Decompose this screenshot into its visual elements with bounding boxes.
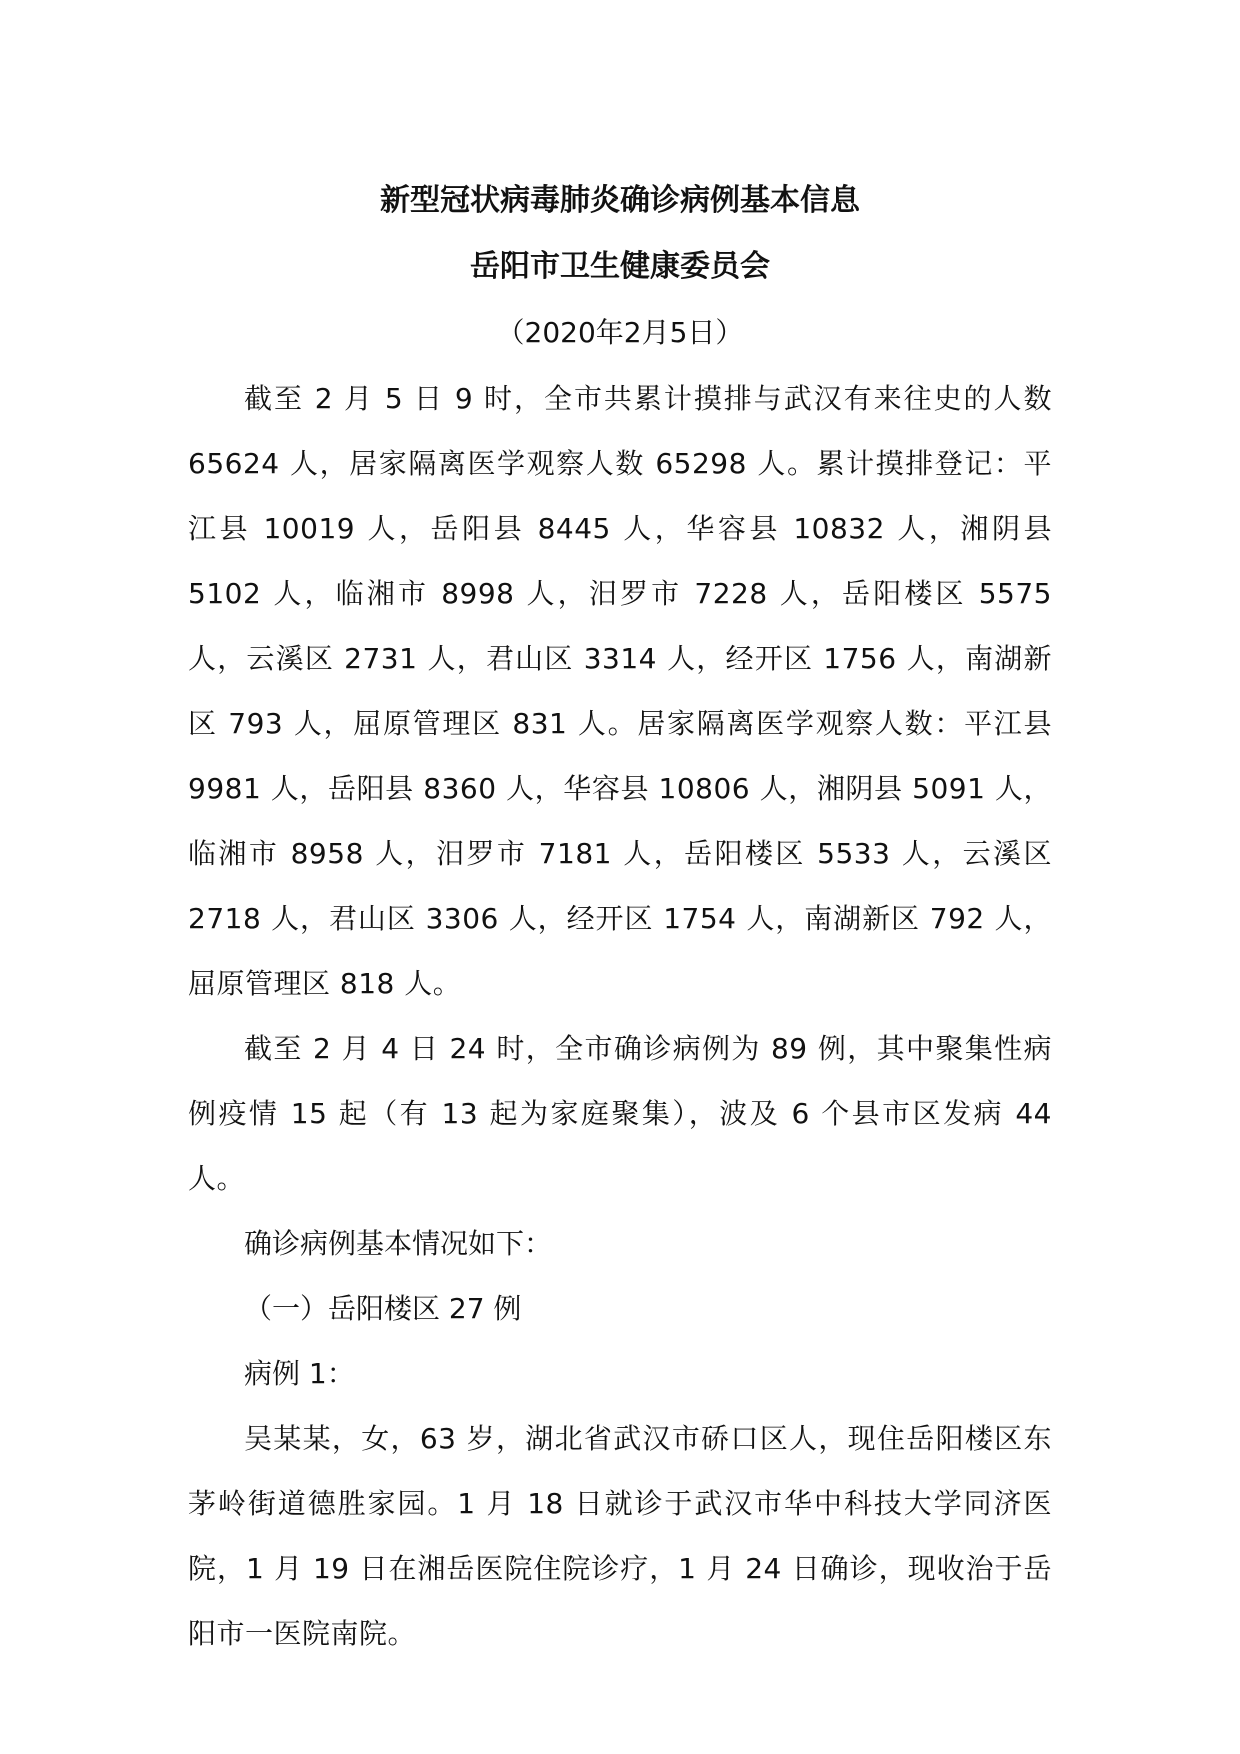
document-title: 新型冠状病毒肺炎确诊病例基本信息 [380, 183, 860, 218]
document-page [188, 168, 1052, 1666]
paragraph-screening-summary: 截至 2 月 5 日 9 时，全市共累计摸排与武汉有来往史的人数 65624 人，居家隔离医学观察人数 65298 人。累计摸排登记：平江县 10019 人，岳阳县 8445 人，华容县 10832 人，湘阴县 5102 人，临湘市 8998 人，汨罗市 7228 人，岳阳楼区 5575 人，云溪区 2731 人，君山区 3314 人，经开区 1756 人，南湖新区 793 人，屈原管理区 831 人。居家隔离医学观察人数：平江县 9981 人，岳阳县 8360 人，华容县 10806 人，湘阴县 5091 人，临湘市 8958 人，汨罗市 7181 人，岳阳楼区 5533 人，云溪区 2718 人，君山区 3306 人，经开区 1754 人，南湖新区 792 人，屈原管理区 818 人。 [188, 382, 1052, 1000]
paragraph-confirmed-summary: 截至 2 月 4 日 24 时，全市确诊病例为 89 例，其中聚集性病例疫情 15 起（有 13 起为家庭聚集），波及 6 个县市区发病 44 人。 [188, 1032, 1052, 1195]
case-label: 病例 1： [244, 1357, 355, 1390]
section-heading: （一）岳阳楼区 27 例 [244, 1292, 522, 1325]
intro-line: 确诊病例基本情况如下： [244, 1227, 553, 1260]
case-description: 吴某某，女，63 岁，湖北省武汉市硚口区人，现住岳阳楼区东茅岭街道德胜家园。1 月 18 日就诊于武汉市华中科技大学同济医院，1 月 19 日在湘岳医院住院诊疗，1 月 24 日确诊，现收治于岳阳市一医院南院。 [188, 1422, 1052, 1650]
document-date: （2020年2月5日） [496, 316, 744, 349]
document-issuer: 岳阳市卫生健康委员会 [470, 249, 770, 284]
